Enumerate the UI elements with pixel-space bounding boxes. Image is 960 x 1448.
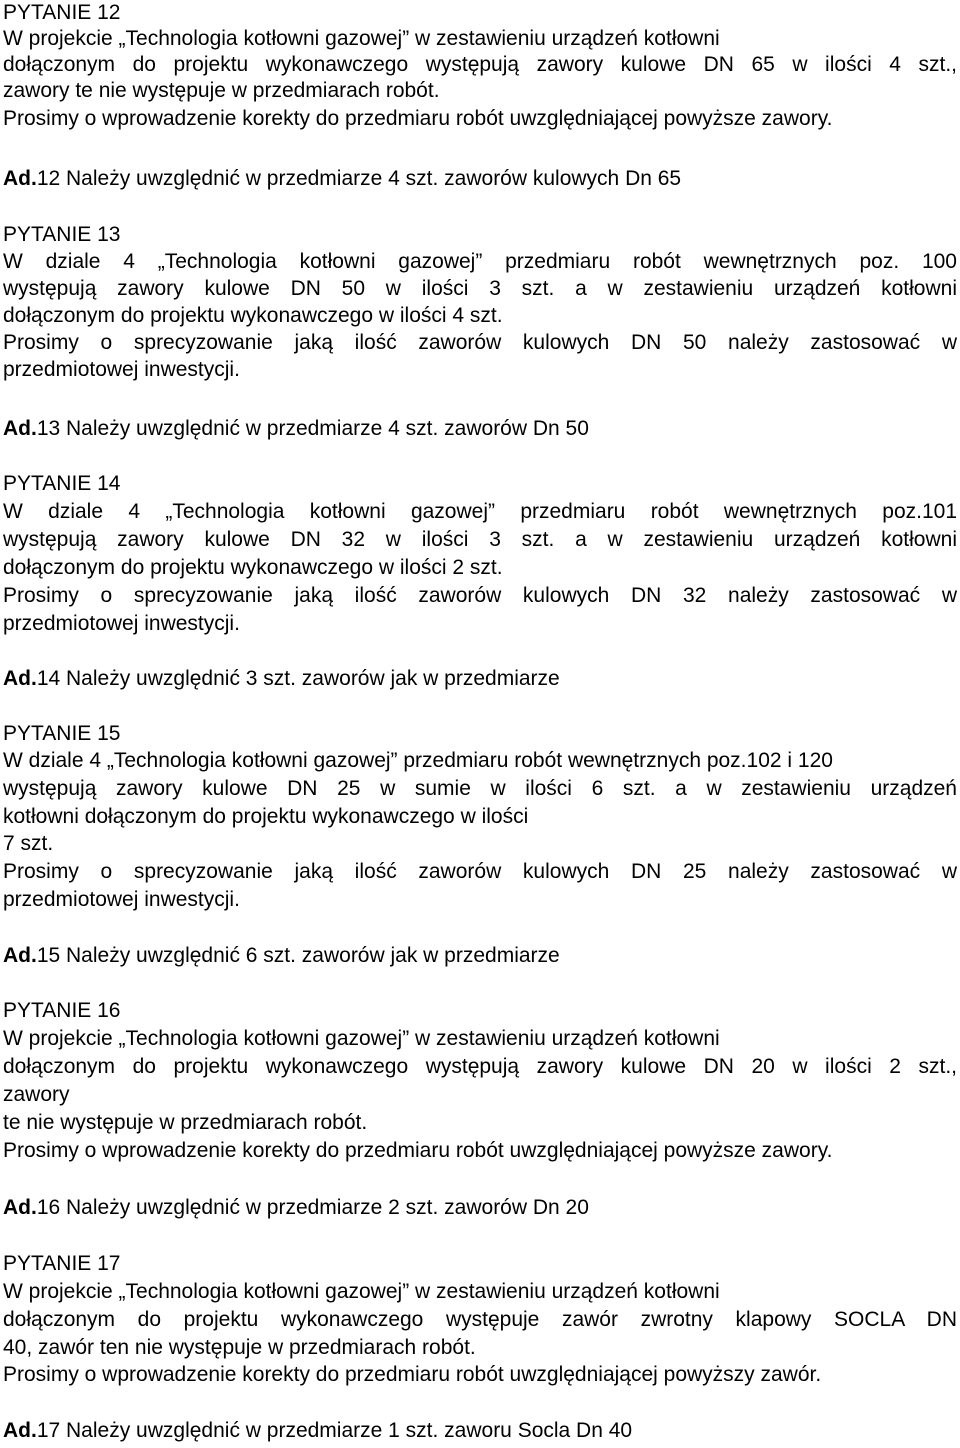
question-14-line-5: przedmiotowej inwestycji. — [3, 612, 240, 635]
question-17-line-3: 40, zawór ten nie występuje w przedmiarach robót. — [3, 1336, 476, 1359]
answer-14 — [3, 666, 957, 692]
question-16-line-4: te nie występuje w przedmiarach robót. — [3, 1111, 368, 1134]
question-12-line-1: W projekcie „Technologia kotłowni gazowej” w zestawieniu urządzeń kotłowni — [3, 27, 720, 50]
answer-17-prefix: Ad. — [3, 1419, 37, 1442]
question-16-line-3: zawory — [3, 1083, 70, 1106]
question-13-line-5: przedmiotowej inwestycji. — [3, 358, 240, 381]
answer-13-prefix: Ad. — [3, 417, 37, 440]
answer-14-text: 14 Należy uwzględnić 3 szt. zaworów jak w przedmiarze — [36, 667, 560, 690]
question-17-line-2: dołączonym do projektu wykonawczego występuje zawór zwrotny klapowy SOCLA DN — [3, 1308, 957, 1331]
answer-13-text: 13 Należy uwzględnić w przedmiarze 4 szt. zaworów Dn 50 — [36, 417, 589, 440]
question-15-line-5: Prosimy o sprecyzowanie jaką ilość zaworów kulowych DN 25 należy zastosować w — [3, 860, 957, 883]
answer-15 — [3, 943, 957, 969]
question-15-line-6: przedmiotowej inwestycji. — [3, 888, 240, 911]
question-15-line-1: W dziale 4 „Technologia kotłowni gazowej” przedmiaru robót wewnętrznych poz.102 i 120 — [3, 749, 833, 772]
answer-12-prefix: Ad. — [3, 167, 37, 190]
question-14-line-2: występują zawory kulowe DN 32 w ilości 3 szt. a w zestawieniu urządzeń kotłowni — [3, 528, 957, 551]
question-15-title: PYTANIE 15 — [3, 722, 121, 745]
question-16-line-5: Prosimy o wprowadzenie korekty do przedmiaru robót uwzględniającej powyższe zawory. — [3, 1139, 833, 1162]
answer-15-prefix: Ad. — [3, 944, 37, 967]
question-17-line-1: W projekcie „Technologia kotłowni gazowej” w zestawieniu urządzeń kotłowni — [3, 1280, 720, 1303]
question-14-line-1: W dziale 4 „Technologia kotłowni gazowej” przedmiaru robót wewnętrznych poz.101 — [3, 500, 957, 523]
question-16-line-1: W projekcie „Technologia kotłowni gazowej” w zestawieniu urządzeń kotłowni — [3, 1027, 720, 1050]
answer-16 — [3, 1195, 957, 1221]
question-17-line-4: Prosimy o wprowadzenie korekty do przedmiaru robót uwzględniającej powyższy zawór. — [3, 1363, 822, 1386]
question-12-title: PYTANIE 12 — [3, 1, 121, 24]
question-14-line-4: Prosimy o sprecyzowanie jaką ilość zaworów kulowych DN 32 należy zastosować w — [3, 584, 957, 607]
question-17-title: PYTANIE 17 — [3, 1252, 121, 1275]
answer-14-prefix: Ad. — [3, 667, 37, 690]
question-15-line-4: 7 szt. — [3, 832, 54, 855]
question-12-line-4: Prosimy o wprowadzenie korekty do przedmiaru robót uwzględniającej powyższe zawory. — [3, 107, 833, 130]
question-14-line-3: dołączonym do projektu wykonawczego w ilości 2 szt. — [3, 556, 503, 579]
question-15-line-3: kotłowni dołączonym do projektu wykonawczego w ilości — [3, 805, 529, 828]
question-13-title: PYTANIE 13 — [3, 223, 121, 246]
answer-12-text: 12 Należy uwzględnić w przedmiarze 4 szt. zaworów kulowych Dn 65 — [36, 167, 682, 190]
question-13-line-2: występują zawory kulowe DN 50 w ilości 3 szt. a w zestawieniu urządzeń kotłowni — [3, 277, 957, 300]
question-13-line-4: Prosimy o sprecyzowanie jaką ilość zaworów kulowych DN 50 należy zastosować w — [3, 331, 957, 354]
question-15-line-2: występują zawory kulowe DN 25 w sumie w ilości 6 szt. a w zestawieniu urządzeń — [3, 777, 957, 800]
answer-15-text: 15 Należy uwzględnić 6 szt. zaworów jak w przedmiarze — [36, 944, 560, 967]
question-16-title: PYTANIE 16 — [3, 999, 121, 1022]
answer-16-prefix: Ad. — [3, 1196, 37, 1219]
question-14-title: PYTANIE 14 — [3, 472, 121, 495]
question-12-line-3: zawory te nie występuje w przedmiarach robót. — [3, 79, 440, 102]
answer-13 — [3, 416, 957, 442]
answer-17-text: 17 Należy uwzględnić w przedmiarze 1 szt. zaworu Socla Dn 40 — [36, 1419, 633, 1442]
question-13-line-1: W dziale 4 „Technologia kotłowni gazowej” przedmiaru robót wewnętrznych poz. 100 — [3, 250, 957, 273]
question-13-line-3: dołączonym do projektu wykonawczego w ilości 4 szt. — [3, 304, 503, 327]
answer-17 — [3, 1418, 957, 1444]
question-12-line-2: dołączonym do projektu wykonawczego występują zawory kulowe DN 65 w ilości 4 szt., — [3, 53, 957, 76]
answer-12 — [3, 166, 957, 192]
question-16-line-2: dołączonym do projektu wykonawczego występują zawory kulowe DN 20 w ilości 2 szt., — [3, 1055, 957, 1078]
answer-16-text: 16 Należy uwzględnić w przedmiarze 2 szt. zaworów Dn 20 — [36, 1196, 589, 1219]
